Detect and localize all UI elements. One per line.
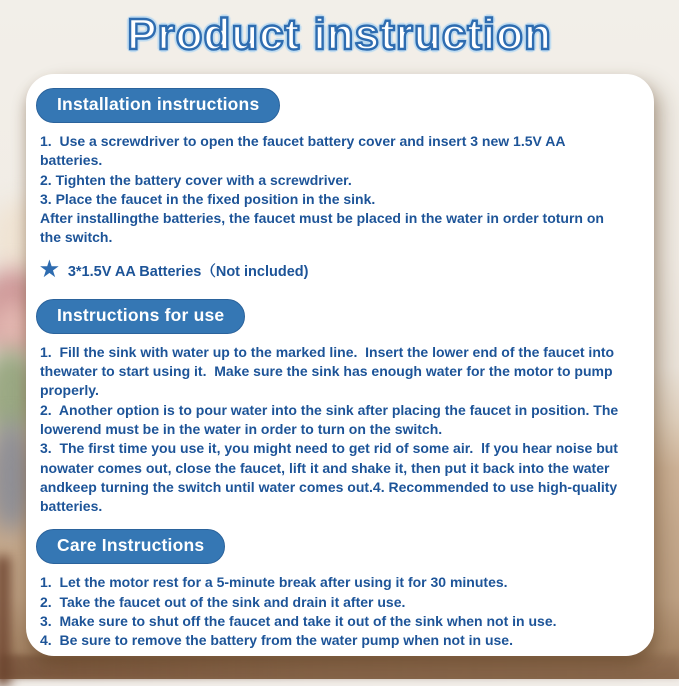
instruction-step: 4. Be sure to remove the battery from the water pump when not in use. xyxy=(40,632,513,649)
instruction-step: 2. Another option is to pour water into the sink after placing the faucet in position. The lowerend must be in the water in order to turn on the switch. xyxy=(40,401,623,437)
section-body xyxy=(40,132,628,248)
instruction-step: 1. Let the motor rest for a 5-minute break after using it for 30 minutes. xyxy=(40,574,508,591)
battery-note-text: 3*1.5V AA Batteries（Not included) xyxy=(67,263,309,280)
instruction-step: 1. Fill the sink with water up to the marked line. Insert the lower end of the faucet into thewater to start using it. Make sure the sink has enough water for the motor to pump properly. xyxy=(40,343,618,399)
star-icon: ★ xyxy=(40,258,59,282)
instruction-step: 3. Place the faucet in the fixed position in the sink. xyxy=(40,190,376,207)
section-heading-label: Care Instructions xyxy=(57,535,205,556)
instruction-step: 3. The first time you use it, you might need to get rid of some air. lf you hear noise but nowater comes out, close the faucet, lift it and shake it, then put it back into the water andkeep turning the switch until water comes out.4. Recommended to use high-quality batteries. xyxy=(40,440,622,515)
instruction-card xyxy=(26,74,654,656)
section-instructions-for-use xyxy=(40,299,628,517)
section-body xyxy=(40,343,628,517)
instruction-step: After installingthe batteries, the faucet must be placed in the water in order toturn on the switch. xyxy=(40,210,608,246)
section-heading-pill xyxy=(36,299,245,334)
section-heading-label: Installation instructions xyxy=(57,94,260,114)
instruction-step: 3. Make sure to shut off the faucet and take it out of the sink when not in use. xyxy=(40,613,557,630)
section-care-instructions xyxy=(40,529,628,650)
section-body xyxy=(40,573,628,650)
section-heading-label: Instructions for use xyxy=(57,304,225,325)
battery-note xyxy=(40,260,628,281)
section-heading-pill xyxy=(36,529,225,564)
section-spacer xyxy=(40,516,628,529)
countertop-shadow xyxy=(0,655,679,679)
instruction-step: 1. Use a screwdriver to open the faucet battery cover and insert 3 new 1.5V AA batteries. xyxy=(40,133,569,169)
instruction-step: 2. Tighten the battery cover with a screwdriver. xyxy=(40,171,352,188)
instruction-step: 2. Take the faucet out of the sink and drain it after use. xyxy=(40,593,406,610)
section-installation-instructions xyxy=(40,88,628,281)
section-heading-pill xyxy=(36,88,280,123)
page-title: Product instruction xyxy=(127,10,552,59)
